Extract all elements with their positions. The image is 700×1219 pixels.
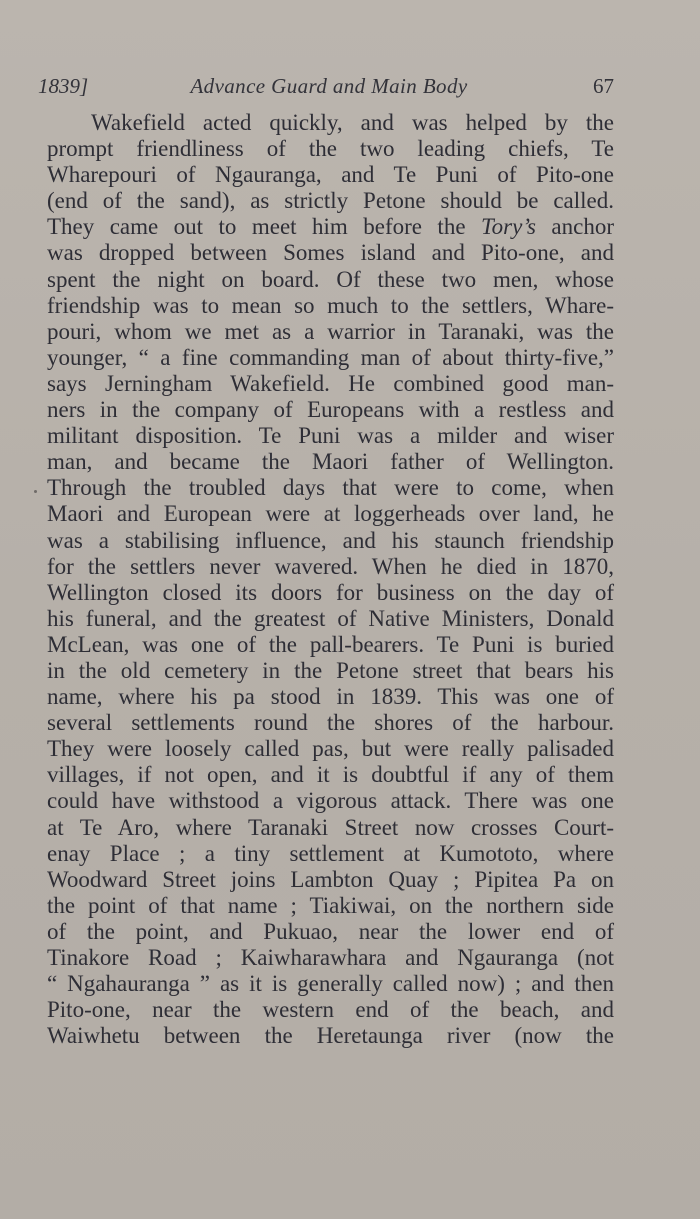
text-line: Wakefield acted quickly, and was helped by the — [91, 110, 614, 135]
text-line: says Jerningham Wakefield. He combined good man- — [47, 370, 614, 396]
text-line: his funeral, and the greatest of Native Ministers, Donald — [47, 605, 614, 631]
margin-speck — [34, 490, 37, 493]
text-line: Tinakore Road ; Kaiwharawhara and Ngauranga (not — [47, 945, 614, 970]
text-line: man, and became the Maori father of Wellington. — [47, 449, 614, 475]
text-line: pouri, whom we met as a warrior in Taranaki, was the — [47, 318, 614, 344]
text-line: Wharepouri of Ngauranga, and Te Puni of Pito-one — [47, 162, 614, 188]
text-line: ners in the company of Europeans with a restless and — [47, 397, 614, 423]
text-line: younger, “ a fine commanding man of about thirty-five,” — [47, 344, 614, 370]
text-line: Pito-one, near the western end of the beach, and — [47, 997, 614, 1023]
text-line: “ Ngahauranga ” as it is generally called now) ; and then — [47, 971, 614, 997]
text-line: was a stabilising influence, and his staunch friendship — [47, 527, 614, 553]
text-line: Maori and European were at loggerheads over land, he — [47, 501, 614, 527]
text-line: Waiwhetu between the Heretaunga river (now the — [47, 1023, 614, 1049]
text-line: Woodward Street joins Lambton Quay ; Pipitea Pa on — [47, 866, 614, 892]
text-line: Through the troubled days that were to come, when — [47, 475, 614, 501]
ship-name: Tory’s — [480, 214, 536, 240]
running-head-year: 1839] — [38, 74, 89, 98]
text-line: (end of the sand), as strictly Petone should be called. — [47, 188, 614, 214]
page-number: 67 — [593, 74, 614, 98]
text-line: at Te Aro, where Taranaki Street now crosses Court- — [47, 814, 614, 840]
body-paragraph — [47, 110, 614, 1049]
text-line: They came out to meet him before the Tory’s anchor — [47, 214, 614, 240]
text-line: name, where his pa stood in 1839. This was one of — [47, 684, 614, 710]
text-line: the point of that name ; Tiakiwai, on the northern side — [47, 892, 614, 918]
text-line: spent the night on board. Of these two men, whose — [47, 266, 614, 292]
text-line: in the old cemetery in the Petone street that bears his — [47, 657, 614, 683]
text-line: was dropped between Somes island and Pito-one, and — [47, 240, 614, 266]
text-line: several settlements round the shores of the harbour. — [47, 710, 614, 736]
text-line: villages, if not open, and it is doubtful if any of them — [47, 762, 614, 788]
text-line: of the point, and Pukuao, near the lower end of — [47, 918, 614, 944]
text-line: could have withstood a vigorous attack. There was one — [47, 788, 614, 814]
text-line: Wellington closed its doors for business on the day of — [47, 579, 614, 605]
text-line: enay Place ; a tiny settlement at Kumototo, where — [47, 840, 614, 866]
text-line: McLean, was one of the pall-bearers. Te Puni is buried — [47, 631, 614, 657]
text-line: friendship was to mean so much to the settlers, Whare- — [47, 292, 614, 318]
text-line: militant disposition. Te Puni was a milder and wiser — [47, 423, 614, 449]
text-line: prompt friendliness of the two leading chiefs, Te — [47, 136, 614, 162]
text-line: for the settlers never wavered. When he died in 1870, — [47, 553, 614, 579]
running-head-title: Advance Guard and Main Body — [190, 74, 468, 98]
running-head — [38, 74, 614, 100]
text-line: They were loosely called pas, but were really palisaded — [47, 736, 614, 762]
